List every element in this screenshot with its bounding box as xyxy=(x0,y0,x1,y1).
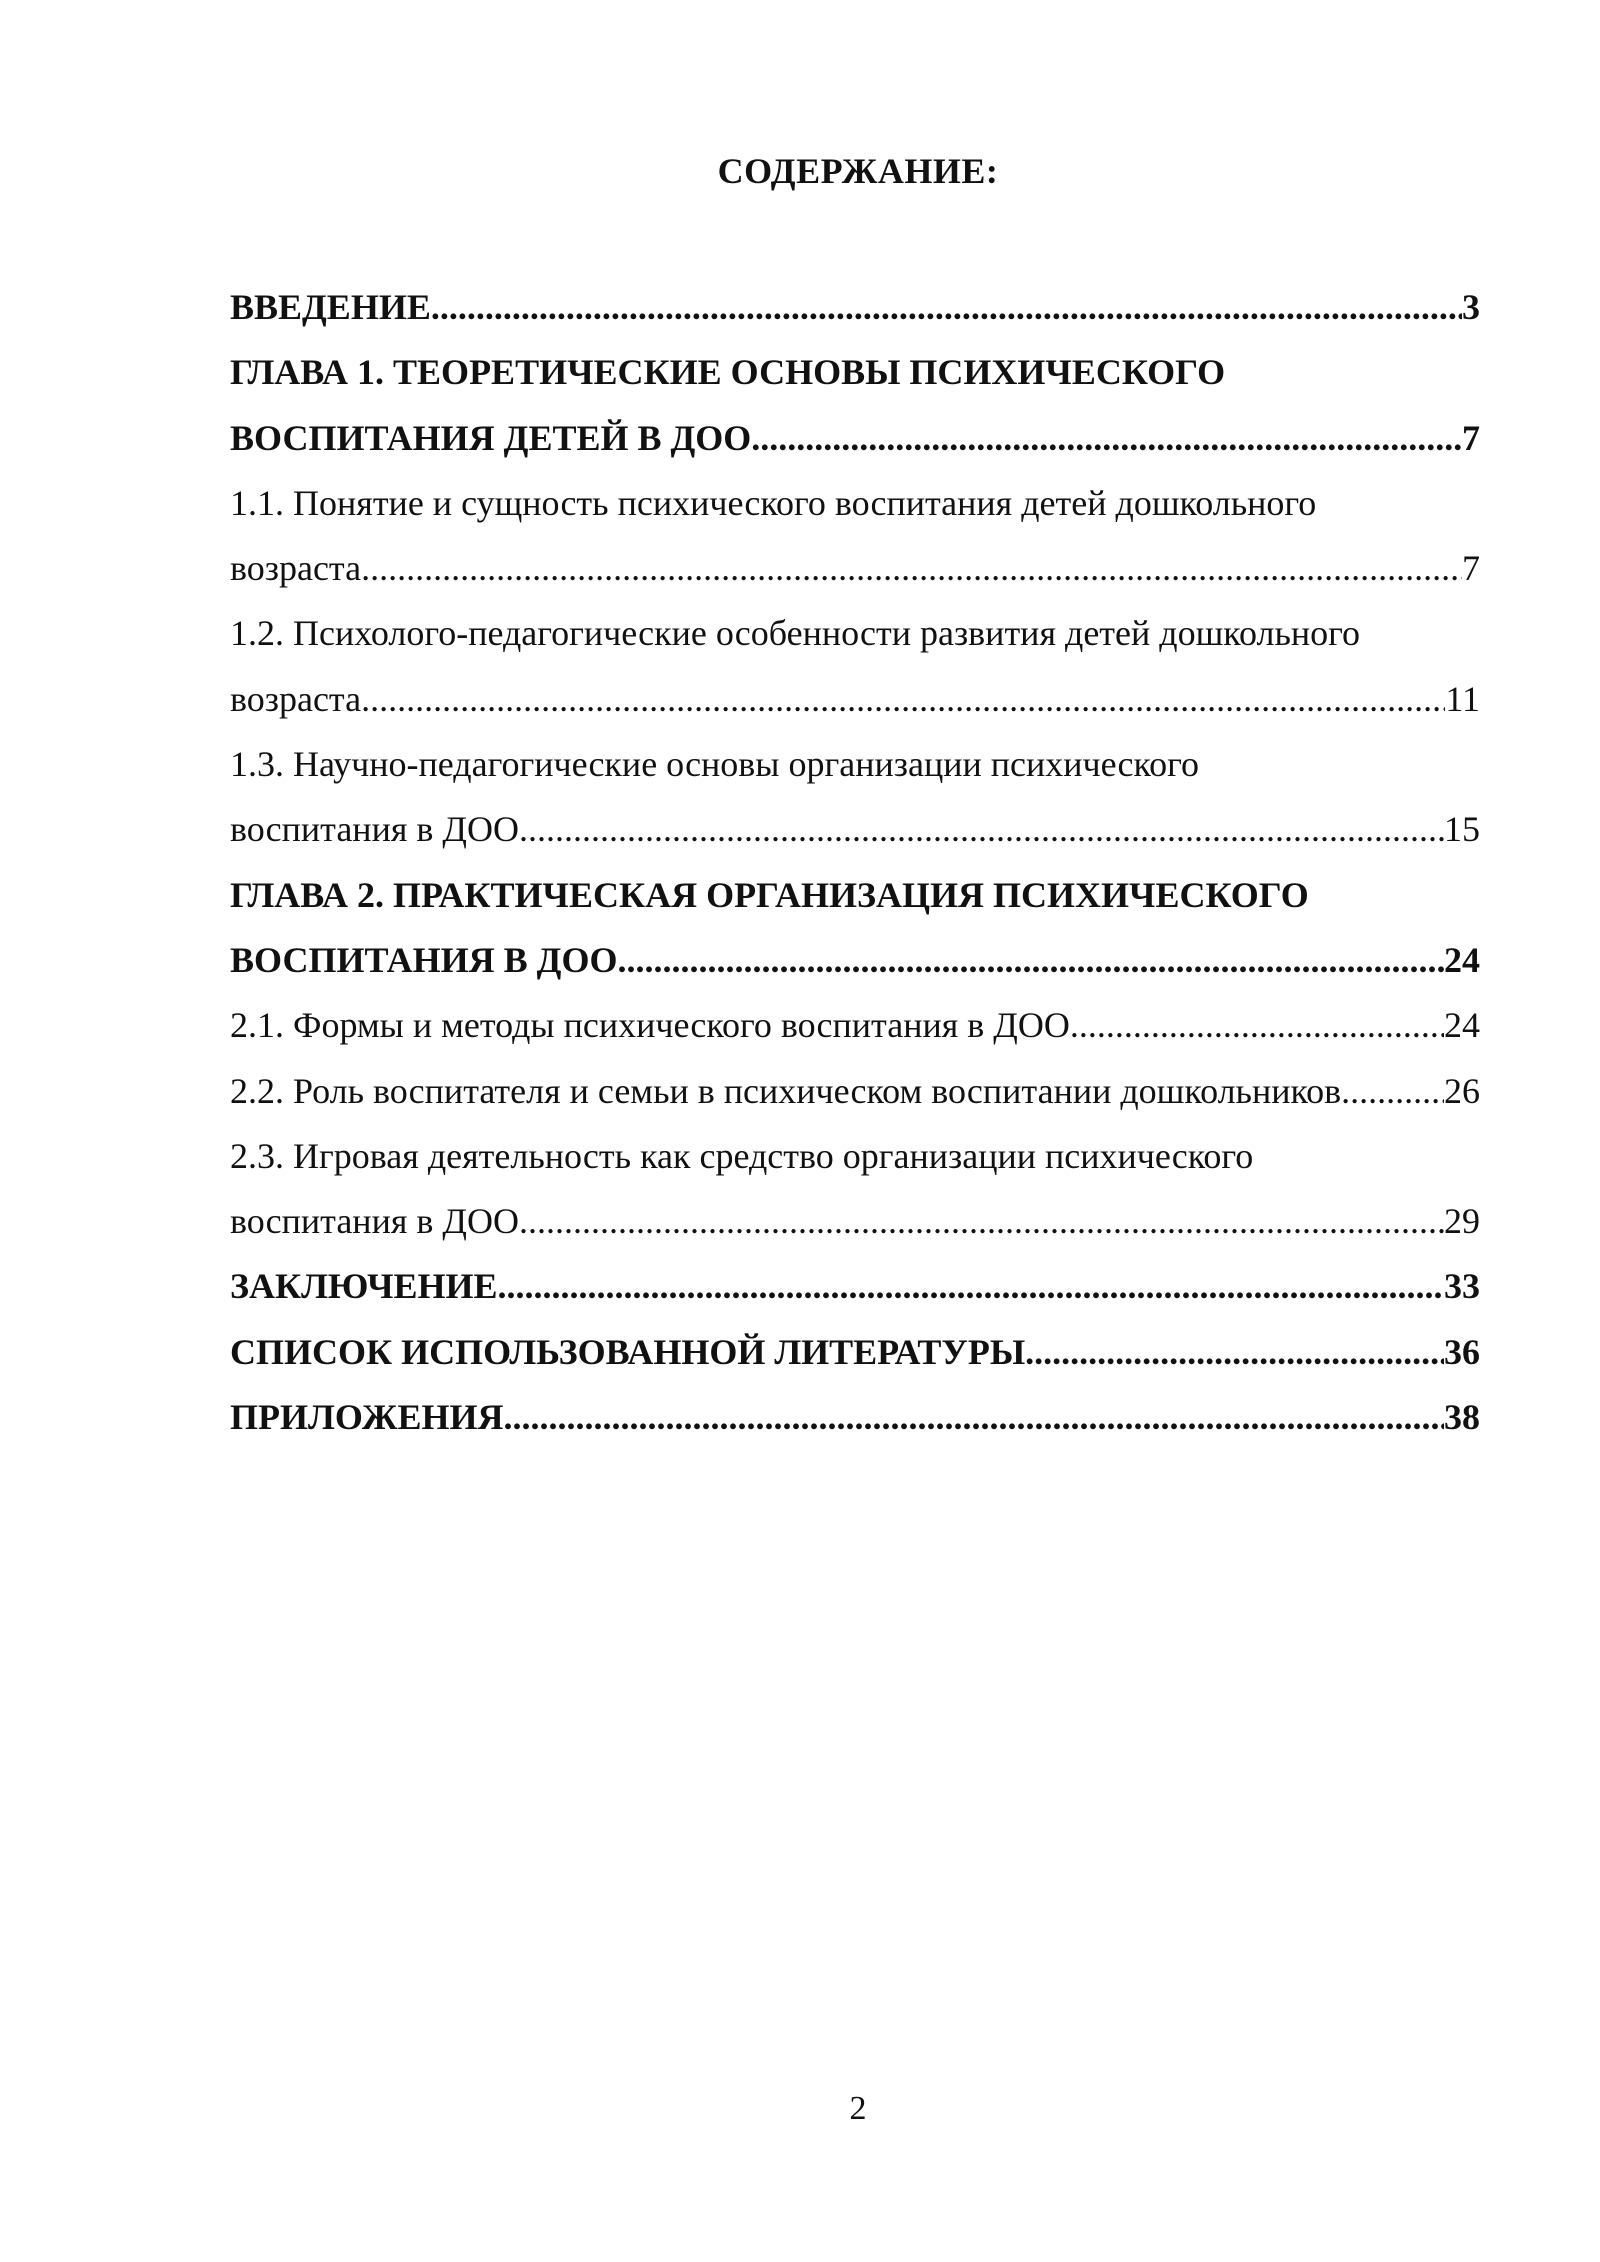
toc-entry-last-line xyxy=(230,993,1480,1058)
toc-entry-last-line xyxy=(230,1320,1480,1385)
toc-dot-leader xyxy=(617,928,1444,993)
toc-entry-last-line xyxy=(230,797,1480,862)
toc-dot-leader xyxy=(519,797,1444,862)
toc-entry-title: воспитания в ДОО xyxy=(230,809,519,850)
toc-entry-title-line: 2.3. Игровая деятельность как средство организации психического xyxy=(230,1135,1254,1176)
toc-entry[interactable] xyxy=(230,471,1480,602)
toc-entry-title: возраста xyxy=(230,678,362,719)
toc-entry-last-line xyxy=(230,406,1480,471)
toc-entry-title: воспитания в ДОО xyxy=(230,1201,519,1242)
toc-entry-page-number: 7 xyxy=(1462,417,1480,458)
toc-entry-title: ВВЕДЕНИЕ xyxy=(230,287,431,327)
toc-entry-title: ВОСПИТАНИЯ В ДОО xyxy=(230,939,618,980)
toc-entry-title-line: ГЛАВА 2. ПРАКТИЧЕСКАЯ ОРГАНИЗАЦИЯ ПСИХИЧЕСКОГО xyxy=(230,874,1309,915)
toc-entry[interactable] xyxy=(230,275,1480,340)
toc-entry-last-line xyxy=(230,667,1480,732)
toc-entry[interactable] xyxy=(230,863,1480,994)
toc-dot-leader xyxy=(1070,993,1444,1058)
toc-entry-page-number: 24 xyxy=(1444,939,1480,980)
toc-entry-last-line xyxy=(230,536,1480,601)
toc-entry-last-line xyxy=(230,1254,1480,1319)
toc-title: СОДЕРЖАНИЕ: xyxy=(717,151,999,191)
toc-entry[interactable] xyxy=(230,1320,1480,1385)
toc-entry[interactable] xyxy=(230,732,1480,863)
toc-entry-title-line: 1.2. Психолого-педагогические особенности развития детей дошкольного xyxy=(230,613,1361,654)
toc-entry-page-number: 11 xyxy=(1445,678,1480,719)
toc-entry[interactable] xyxy=(230,1254,1480,1319)
toc-entry-last-line xyxy=(230,1385,1480,1450)
toc-entry[interactable] xyxy=(230,601,1480,732)
toc-entry[interactable] xyxy=(230,993,1480,1058)
toc-entry-page-number: 3 xyxy=(1462,287,1480,327)
toc-entry[interactable] xyxy=(230,1059,1480,1124)
toc-entry-last-line xyxy=(230,1189,1480,1254)
toc-entry-page-number: 36 xyxy=(1444,1331,1480,1372)
toc-entry-title: СПИСОК ИСПОЛЬЗОВАННОЙ ЛИТЕРАТУРЫ xyxy=(230,1331,1026,1372)
toc-entry-last-line xyxy=(230,928,1480,993)
toc-entry-title-line: ГЛАВА 1. ТЕОРЕТИЧЕСКИЕ ОСНОВЫ ПСИХИЧЕСКОГО xyxy=(230,352,1226,393)
toc-dot-leader xyxy=(519,1189,1444,1254)
toc-dot-leader xyxy=(361,536,1462,601)
toc-entry-title-line: 1.3. Научно-педагогические основы организации психического xyxy=(230,744,1200,785)
toc-entry-title: ПРИЛОЖЕНИЯ xyxy=(230,1397,504,1438)
toc-dot-leader xyxy=(498,1254,1444,1319)
toc-entry-title: ЗАКЛЮЧЕНИЕ xyxy=(230,1266,498,1307)
toc-entry-last-line xyxy=(230,1059,1480,1124)
toc-entry-page-number: 38 xyxy=(1444,1397,1480,1438)
table-of-contents xyxy=(230,275,1480,1450)
toc-entry-title: 2.1. Формы и методы психического воспитания в ДОО xyxy=(230,1005,1070,1046)
toc-dot-leader xyxy=(361,667,1445,732)
toc-entry-title: ВОСПИТАНИЯ ДЕТЕЙ В ДОО xyxy=(230,417,752,458)
toc-dot-leader xyxy=(1025,1320,1444,1385)
toc-entry-title: 2.2. Роль воспитателя и семьи в психическом воспитании дошкольников xyxy=(230,1070,1342,1111)
toc-dot-leader xyxy=(751,406,1462,471)
toc-entry-page-number: 26 xyxy=(1444,1070,1480,1111)
toc-entry-page-number: 33 xyxy=(1444,1266,1480,1307)
toc-entry-last-line xyxy=(230,275,1480,340)
toc-entry-page-number: 29 xyxy=(1444,1201,1480,1242)
toc-entry-page-number: 7 xyxy=(1462,548,1480,589)
toc-dot-leader xyxy=(504,1385,1444,1450)
toc-entry-title: возраста xyxy=(230,548,362,589)
toc-entry-title-line: 1.1. Понятие и сущность психического воспитания детей дошкольного xyxy=(230,482,1317,523)
toc-entry-page-number: 15 xyxy=(1444,809,1480,850)
toc-entry-page-number: 24 xyxy=(1444,1005,1480,1046)
toc-entry[interactable] xyxy=(230,340,1480,471)
toc-dot-leader xyxy=(1341,1059,1444,1124)
toc-entry[interactable] xyxy=(230,1124,1480,1255)
toc-entry[interactable] xyxy=(230,1385,1480,1450)
page-number: 2 xyxy=(849,2090,867,2127)
toc-dot-leader xyxy=(431,275,1462,340)
